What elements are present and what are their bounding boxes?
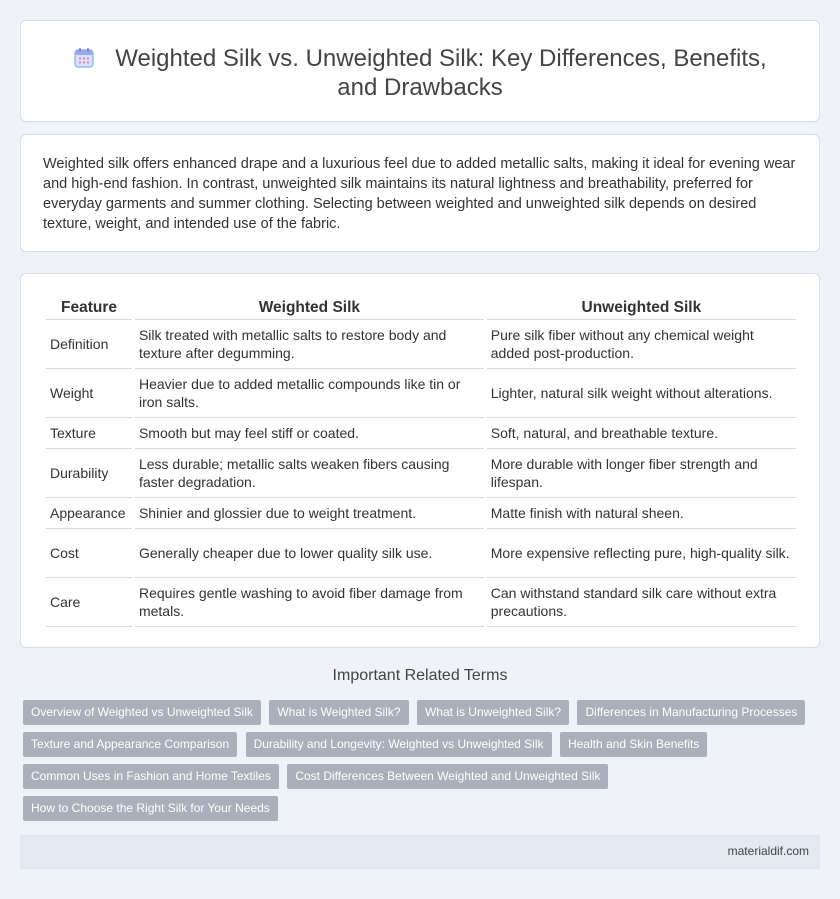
row-weighted: Smooth but may feel stiff or coated. xyxy=(135,418,484,449)
row-weighted: Shinier and glossier due to weight treatment. xyxy=(135,498,484,529)
related-term-link[interactable]: Cost Differences Between Weighted and Unweighted Silk xyxy=(287,764,608,789)
related-terms-list xyxy=(23,700,813,828)
row-feature: Weight xyxy=(46,369,132,418)
table-row xyxy=(46,320,796,369)
row-unweighted: More durable with longer fiber strength and lifespan. xyxy=(487,449,796,498)
related-term-link[interactable]: Texture and Appearance Comparison xyxy=(23,732,237,757)
row-weighted: Heavier due to added metallic compounds like tin or iron salts. xyxy=(135,369,484,418)
page-title-wrap xyxy=(21,44,819,102)
row-feature: Texture xyxy=(46,418,132,449)
row-feature: Cost xyxy=(46,529,132,578)
row-unweighted: Lighter, natural silk weight without alterations. xyxy=(487,369,796,418)
row-feature: Care xyxy=(46,578,132,627)
comparison-table xyxy=(43,296,799,627)
header-weighted-silk: Weighted Silk xyxy=(135,296,484,320)
row-weighted: Silk treated with metallic salts to restore body and texture after degumming. xyxy=(135,320,484,369)
footer xyxy=(20,835,820,869)
title-card xyxy=(20,20,820,122)
related-term-link[interactable]: Common Uses in Fashion and Home Textiles xyxy=(23,764,279,789)
intro-card xyxy=(20,134,820,252)
related-term-link[interactable]: Differences in Manufacturing Processes xyxy=(577,700,805,725)
row-weighted: Requires gentle washing to avoid fiber damage from metals. xyxy=(135,578,484,627)
table-row xyxy=(46,418,796,449)
related-term-link[interactable]: What is Unweighted Silk? xyxy=(417,700,569,725)
row-unweighted: Pure silk fiber without any chemical weight added post-production. xyxy=(487,320,796,369)
row-feature: Appearance xyxy=(46,498,132,529)
row-feature: Durability xyxy=(46,449,132,498)
row-unweighted: Soft, natural, and breathable texture. xyxy=(487,418,796,449)
related-term-link[interactable]: What is Weighted Silk? xyxy=(269,700,408,725)
footer-site-link[interactable]: materialdif.com xyxy=(727,844,809,858)
related-term-link[interactable]: Durability and Longevity: Weighted vs Unweighted Silk xyxy=(246,732,552,757)
row-feature: Definition xyxy=(46,320,132,369)
table-row xyxy=(46,369,796,418)
related-term-link[interactable]: Health and Skin Benefits xyxy=(560,732,707,757)
table-row xyxy=(46,449,796,498)
header-unweighted-silk: Unweighted Silk xyxy=(487,296,796,320)
related-term-link[interactable]: How to Choose the Right Silk for Your Needs xyxy=(23,796,278,821)
row-unweighted: More expensive reflecting pure, high-quality silk. xyxy=(487,529,796,578)
calendar-icon xyxy=(73,47,95,69)
related-terms-heading: Important Related Terms xyxy=(332,667,508,684)
row-unweighted: Can withstand standard silk care without extra precautions. xyxy=(487,578,796,627)
table-row xyxy=(46,529,796,578)
table-row xyxy=(46,578,796,627)
row-weighted: Less durable; metallic salts weaken fibers causing faster degradation. xyxy=(135,449,484,498)
intro-paragraph: Weighted silk offers enhanced drape and a luxurious feel due to added metallic salts, making it ideal for evening wear and high-end fashion. In contrast, unweighted silk maintains its natural lightness and breathability, preferred for everyday garments and summer clothing. Selecting between weighted and unweighted silk depends on desired texture, weight, and intended use of the fabric. xyxy=(43,156,796,232)
table-row xyxy=(46,498,796,529)
row-weighted: Generally cheaper due to lower quality silk use. xyxy=(135,529,484,578)
page-title: Weighted Silk vs. Unweighted Silk: Key Differences, Benefits, and Drawbacks xyxy=(115,45,767,101)
header-feature: Feature xyxy=(46,296,132,320)
comparison-card xyxy=(20,273,820,648)
row-unweighted: Matte finish with natural sheen. xyxy=(487,498,796,529)
related-term-link[interactable]: Overview of Weighted vs Unweighted Silk xyxy=(23,700,261,725)
table-header-row xyxy=(46,296,796,320)
